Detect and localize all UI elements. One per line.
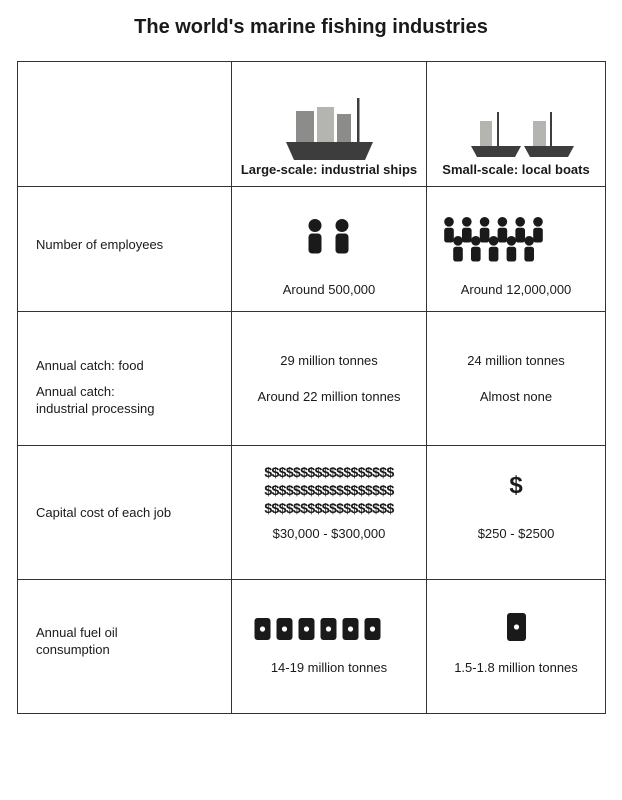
person-icon (309, 219, 322, 254)
column-header-small: Small-scale: local boats (442, 162, 590, 177)
catch-industrial-small-value: Almost none (479, 389, 553, 404)
person-icon (480, 217, 490, 243)
capital-cost-large-value: $30,000 - $300,000 (272, 526, 386, 541)
person-icon (444, 217, 454, 243)
person-icon (462, 217, 472, 243)
capital-cost-small-value: $250 - $2500 (477, 526, 555, 541)
local-boats-icon (469, 110, 579, 162)
fuel-barrel-icon (277, 618, 293, 640)
capital-cost-row (18, 446, 606, 580)
fuel-large-value: 14-19 million tonnes (270, 660, 388, 675)
fuel-barrel-icons-small (427, 610, 606, 644)
industrial-ship-icon (280, 96, 380, 162)
comparison-table (17, 61, 606, 714)
catch-food-small-value: 24 million tonnes (467, 353, 565, 368)
dollar-symbols-large-1: $$$$$$$$$$$$$$$$$$ (264, 464, 394, 480)
fuel-small-value: 1.5-1.8 million tonnes (454, 660, 578, 675)
people-icons-small (427, 215, 606, 267)
row-label-catch-industrial: Annual catch: industrial processing (36, 384, 155, 416)
fuel-barrel-icon (299, 618, 315, 640)
header-cell-small (427, 62, 606, 187)
dollar-symbols-large-3: $$$$$$$$$$$$$$$$$$ (264, 500, 394, 516)
people-icons-large (232, 215, 427, 265)
fuel-barrel-icon (321, 618, 337, 640)
fuel-barrel-icon (365, 618, 381, 640)
person-icon (515, 217, 525, 243)
fuel-barrel-icon (343, 618, 359, 640)
person-icon (524, 236, 534, 262)
person-icon (453, 236, 463, 262)
employees-small-value: Around 12,000,000 (460, 282, 572, 297)
fuel-barrel-icon (507, 613, 526, 641)
person-icon (507, 236, 517, 262)
empty-corner-cell (18, 62, 232, 187)
row-label-fuel: Annual fuel oil consumption (36, 625, 118, 657)
employees-large-value: Around 500,000 (282, 282, 376, 297)
person-icon (336, 219, 349, 254)
fuel-barrel-icons-large (232, 614, 427, 644)
catch-food-large-value: 29 million tonnes (280, 353, 378, 368)
fuel-barrel-icon (255, 618, 271, 640)
person-icon (489, 236, 499, 262)
row-label-catch-food: Annual catch: food (36, 358, 144, 373)
row-label-capital-cost: Capital cost of each job (36, 505, 172, 520)
employees-row (18, 187, 606, 312)
person-icon (533, 217, 543, 243)
header-row (18, 62, 606, 187)
dollar-symbols-large-2: $$$$$$$$$$$$$$$$$$ (264, 482, 394, 498)
person-icon (471, 236, 481, 262)
fuel-consumption-row (18, 580, 606, 714)
person-icon (498, 217, 508, 243)
header-cell-large (232, 62, 427, 187)
page-title: The world's marine fishing industries (134, 16, 488, 38)
catch-industrial-large-value: Around 22 million tonnes (257, 389, 401, 404)
annual-catch-row (18, 312, 606, 446)
row-label-employees: Number of employees (36, 237, 164, 252)
dollar-symbol-small: $ (509, 472, 523, 499)
column-header-large: Large-scale: industrial ships (240, 162, 418, 177)
